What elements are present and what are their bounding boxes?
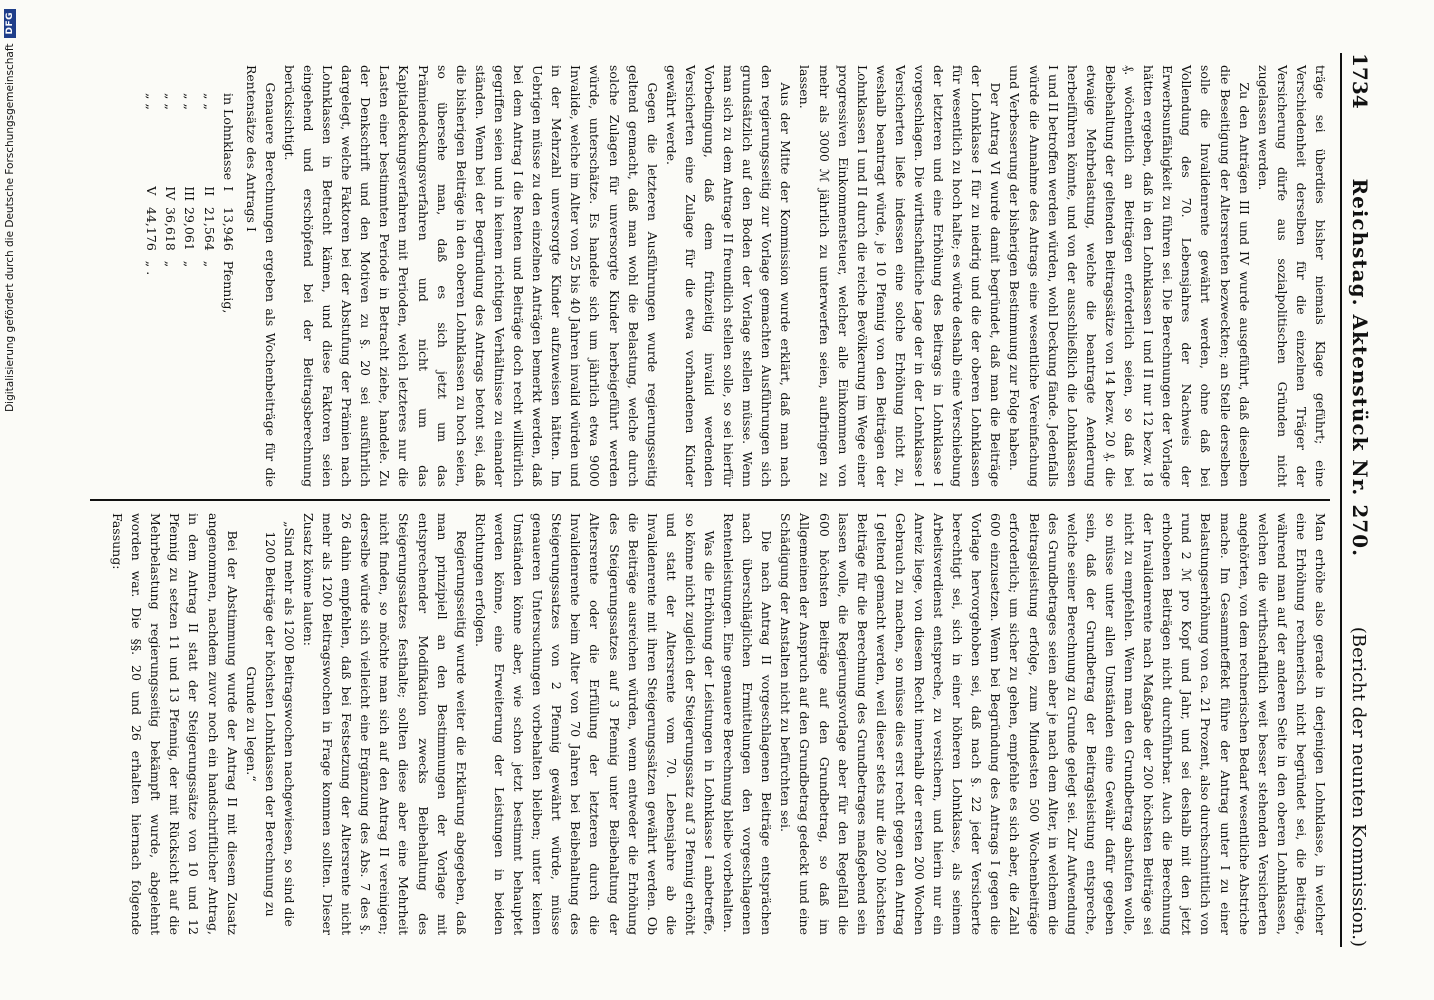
rate-unit: „ . xyxy=(144,260,160,276)
rate-prefix: „ „ xyxy=(182,93,198,110)
table-row xyxy=(199,93,218,319)
rate-unit: „ xyxy=(163,260,179,268)
rate-class: II xyxy=(201,186,217,197)
contribution-rate-table xyxy=(142,93,237,319)
document-viewport xyxy=(22,0,1434,1000)
rate-unit: Pfennig, xyxy=(220,260,236,314)
right-column xyxy=(90,501,1330,947)
rate-prefix: in Lohnklasse xyxy=(220,93,236,181)
quoted-amendment: „Sind mehr als 1200 Beitragswochen nachgewiesen, so sind die 1200 Beiträge der höchsten Lohnklassen der Berechnung zu Grunde zu legen.“ xyxy=(243,521,297,927)
paragraph: Gegen die letzteren Ausführungen wurde regierungsseitig geltend gemacht, daß man wohl die Belastung, welche durch solche Zulagen für unversorgte Kinder herbeigeführt werden würde, unterschätze. Es handele sich um jährlich etwa 9000 Invalide, welche im Alter von 25 bis 40 Jahren invalid würden und in der Mehrzahl unversorgte Kinder aufzuweisen hätten. Im Uebrigen müsse zu den einzelnen Anträgen bemerkt werden, daß bei dem Antrag I die Renten und Beiträge doch recht willkürlich gegriffen seien und in keinem richtigen Verhältnisse zu einander ständen. Wenn bei der Begründung des Antrags betont sei, daß die bisherigen Beiträge in den oberen Lohnklassen zu hoch seien, so übersehe man, daß es sich jetzt um das Prämiendeckungsverfahren und nicht um das Kapitaldeckungsverfahren mit Perioden, welch letzteres nur die Lasten einer bestimmten Periode in Betracht ziehe, handele. Zu der Denkschrift und den Motiven zu §. 20 sei ausführlich dargelegt, welche Faktoren bei der Abstufung der Prämien nach Lohnklassen in Betracht kämen, und diese Faktoren seien eingehend und erschöpfend bei der Beitragsberechnung berücksichtigt. xyxy=(281,65,660,487)
paragraph: Zu den Anträgen III und IV wurde ausgeführt, daß dieselben die Beseitigung der Altersrenten bezweckten; an Stelle derselben solle die Invalidenrente gewährt werden, ohne daß bei Vollendung des 70. Lebensjahres der Nachweis der Erwerbsunfähigkeit zu führen sei. Die Berechnungen der Vorlage hätten ergeben, daß in den Lohnklassen I und II nur 12 bezw. 18 ₰. wöchentlich an Beiträgen erforderlich seien, so daß bei Beibehaltung der geltenden Beitragssätze von 14 bezw. 20 ₰. die etwaige Mehrbelastung, welche die beantragte Aenderung herbeiführen könnte, und von der ausschließlich die Lohnklassen I und II betroffen werden würden, wohl Deckung fände. Jedenfalls würde die Annahme des Antrags eine wesentliche Vereinfachung und Verbesserung der bisherigen Bestimmung zur Folge haben. xyxy=(1007,65,1252,487)
rate-class: IV xyxy=(163,186,179,201)
document-page xyxy=(54,35,1384,965)
page-number: 1734 xyxy=(1348,53,1372,109)
table-row xyxy=(219,93,238,319)
rate-prefix: „ „ xyxy=(163,93,179,110)
side-strip xyxy=(0,0,18,1000)
rate-class: V xyxy=(144,186,160,196)
table-row xyxy=(180,93,199,319)
digitization-credit: Digitalisierung gefördert durch die Deutsche Forschungsgemeinschaft xyxy=(4,43,16,412)
header-subtitle: (Bericht der neunten Kommission.) xyxy=(1348,626,1369,947)
paragraph: Was die Erhöhung der Leistungen in Lohnklasse I anbetreffe, so könne nicht zugleich der Steigerungssatz auf 3 Pfennig erhöht und statt der Altersrente vom 70. Lebensjahre ab die Invalidenrente mit ihren Steigerungssätzen gewährt werden. Ob die Beiträge ausreichen würden, wenn entweder die Erhöhung des Steigerungssatzes auf 3 Pfennig unter Beibehaltung der Altersrente oder die Erfüllung der letzteren durch die Invalidenrente beim Alter von 70 Jahren bei Beibehaltung des Steigerungssatzes von 2 Pfennig gewährt würde, müsse genaueren Untersuchungen vorbehalten bleiben; unter keinen Umständen könne aber, wie schon jetzt bestimmt behauptet werden könne, eine Erweiterung der Leistungen in beiden Richtungen erfolgen. xyxy=(472,513,717,935)
header-title: Reichstag. Aktenstück Nr. 270. xyxy=(1348,178,1372,558)
rate-value: 36,618 xyxy=(163,207,179,251)
rate-prefix: „ „ xyxy=(201,93,217,110)
running-head xyxy=(1340,53,1372,947)
rate-value: 44,176 xyxy=(144,207,160,251)
rate-unit: „ xyxy=(201,260,217,268)
rate-class: III xyxy=(182,186,198,202)
paragraph: Bei der Abstimmung wurde der Antrag II mit diesem Zusatz angenommen, nachdem zuvor noch ein handschriftlicher Antrag, in dem Antrag II statt der Steigerungssätze von 10 und 12 Pfennig zu setzen 11 und 13 Pfennig, der mit Rücksicht auf die Mehrbelastung regierungsseitig bekämpft wurde, abgelehnt worden war. Die §§. 20 und 26 erhalten hiernach folgende Fassung: xyxy=(110,513,240,935)
table-row xyxy=(161,93,180,319)
rate-class: I xyxy=(220,186,236,192)
text-columns xyxy=(90,53,1330,947)
paragraph: Regierungsseitig wurde weiter die Erklärung abgegeben, daß man prinzipiell an den Bestimmungen der Vorlage mit entsprechender Modifikation zwecks Beibehaltung des Steigerungssatzes festhalte; sollten diese aber eine Mehrheit nicht finden, so möchte man sich auf den Antrag II vereinigen; derselbe würde sich vielleicht eine Ergänzung des Abs. 7 des §. 26 dahin empfehlen, daß bei Festsetzung der Altersrente nicht mehr als 1200 Beitragswochen in Frage kommen sollten. Dieser Zusatz könne lauten: xyxy=(301,513,469,935)
rate-prefix: „ „ xyxy=(144,93,160,110)
rate-unit: „ xyxy=(182,260,198,268)
rate-value: 21,564 xyxy=(201,207,217,251)
rate-value: 29,061 xyxy=(182,207,198,251)
paragraph: Genauere Berechnungen ergeben als Wochenbeiträge für die Rentensätze des Antrags I xyxy=(243,65,278,487)
left-column xyxy=(90,53,1330,499)
paragraph: Der Antrag VI wurde damit begründet, daß man die Beiträge der Lohnklasse I für zu niedrig und die der oberen Lohnklassen für wesentlich zu hoch halte; es würde deshalb eine Verschiebung der letzteren und eine Erhöhung des Beitrags in Lohnklasse I vorgeschlagen. Die wirthschaftliche Lage der in der Lohnklasse I Versicherten ließe indessen eine solche Erhöhung nicht zu, weshalb beantragt würde, je 10 Pfennig von den Beiträgen der Lohnklassen I und II durch die reiche Bevölkerung im Wege einer progressiven Einkommensteuer, welcher alle Einkommen von mehr als 3000 ℳ jährlich zu unterwerfen seien, aufbringen zu lassen. xyxy=(797,65,1004,487)
paragraph: träge sei überdies bisher niemals Klage geführt; eine Verschiedenheit derselben für die einzelnen Träger der Versicherung dürfe aus sozialpolitischen Gründen nicht zugelassen werden. xyxy=(1255,65,1328,487)
rate-value: 13,946 xyxy=(220,207,236,251)
paragraph: Die nach Antrag II vorgeschlagenen Beiträge entsprächen nach überschläglichen Ermittelungen den vorgeschlagenen Rentenleistungen. Eine genauere Berechnung bleibe vorbehalten. xyxy=(721,513,775,935)
table-row xyxy=(142,93,161,319)
paragraph: Aus der Mitte der Kommission wurde erklärt, daß man nach den regierungsseitig zur Vorlage gemachten Ausführungen sich grundsätzlich auf den Boden der Vorlage stellen müsse. Wenn man sich zu dem Antrage II freundlich stellen solle, so sei hierfür Vorbedingung, daß dem frühzeitig invalid werdenden Versicherten eine Zulage für die etwa vorhandenen Kinder gewährt werde. xyxy=(663,65,794,487)
dfg-logo: DFG xyxy=(4,9,16,38)
paragraph: Man erhöhe also gerade in derjenigen Lohnklasse, in welcher eine Erhöhung rechnerisch nicht begründet sei, die Beiträge, während man auf der anderen Seite in den oberen Lohnklassen, welchen die wirthschaftlich weit besser stehenden Versicherten angehörten, von dem rechnerischen Bedarf wesentliche Abstriche mache. Im Gesammteffekt führe der Antrag unter I zu einer Belastungserhöhung von ca. 21 Prozent, also durchschnittlich von rund 2 ℳ pro Kopf und Jahr, und sei deshalb mit den jetzt erhobenen Beiträgen nicht durchführbar. Auch die Berechnung der Invalidenrente nach Maßgabe der 200 höchsten Beiträge sei nicht zu empfehlen. Wenn man den Grundbetrag abstufen wolle, so müsse unter allen Umständen eine Gewähr dafür gegeben sein, daß der Grundbetrag der Beitragsleistung entspreche, welche seiner Berechnung zu Grunde gelegt sei. Zur Aufwendung des Grundbetrages seien aber je nach dem Alter, in welchem die Beitragsleistung erfolge, zum Mindesten 500 Wochenbeiträge erforderlich; um sicher zu gehen, empfehle es sich aber, die Zahl 600 einzusetzen. Wenn bei Begründung des Antrags I gegen die Vorlage hervorgehoben sei, daß nach §. 22 jeder Versicherte berechtigt sei, sich in einer höheren Lohnklasse, als seinem Arbeitsverdienst entspreche, zu versichern, und hierin nur ein Anreiz liege, von diesem Recht innerhalb der ersten 200 Wochen Gebrauch zu machen, so müsse dies erst recht gegen den Antrag I geltend gemacht werden, weil dieser stets nur die 200 höchsten Beiträge für die Berechnung des Grundbetrages maßgebend sein lassen wolle, die Regierungsvorlage aber für den Regelfall die 600 höchsten Beiträge auf den Grundbetrag, so daß im Allgemeinen der Anspruch auf den Grundbetrag gedeckt und eine Schädigung der Anstalten nicht zu befürchten sei. xyxy=(778,513,1328,935)
